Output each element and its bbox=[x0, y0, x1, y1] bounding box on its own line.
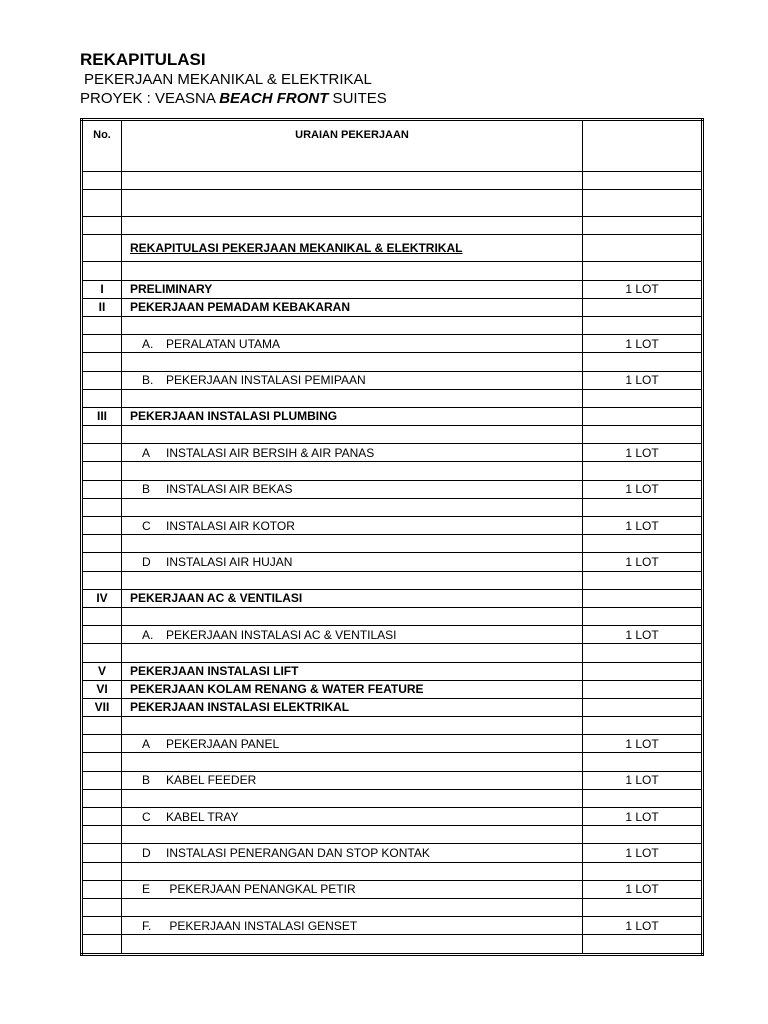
empty-cell bbox=[583, 172, 703, 190]
item-letter: D bbox=[142, 845, 151, 860]
empty-cell bbox=[122, 789, 583, 807]
empty-cell bbox=[583, 717, 703, 735]
item-row bbox=[82, 517, 703, 535]
project-line bbox=[80, 90, 387, 107]
spacer-row bbox=[82, 753, 703, 771]
spacer-row bbox=[82, 935, 703, 954]
empty-cell bbox=[82, 862, 122, 880]
item-letter: C bbox=[142, 809, 151, 824]
empty-cell bbox=[583, 862, 703, 880]
row-number-cell bbox=[82, 844, 122, 862]
row-value: 1 LOT bbox=[583, 735, 703, 753]
empty-cell bbox=[583, 316, 703, 334]
column-header-value bbox=[583, 120, 703, 172]
row-description bbox=[122, 735, 583, 753]
item-description: KABEL TRAY bbox=[166, 809, 239, 824]
empty-cell bbox=[583, 498, 703, 516]
spacer-row bbox=[82, 898, 703, 916]
document-subtitle: PEKERJAAN MEKANIKAL & ELEKTRIKAL bbox=[84, 71, 372, 88]
empty-cell bbox=[122, 753, 583, 771]
empty-cell bbox=[122, 262, 583, 280]
item-letter: A. bbox=[142, 627, 154, 642]
empty-cell bbox=[122, 353, 583, 371]
spacer-row bbox=[82, 353, 703, 371]
row-description bbox=[122, 880, 583, 898]
project-prefix: PROYEK : VEASNA bbox=[80, 90, 220, 107]
row-value: 1 LOT bbox=[583, 880, 703, 898]
empty-cell bbox=[82, 462, 122, 480]
row-number-cell: II bbox=[82, 298, 122, 316]
item-description: PEKERJAAN INSTALASI GENSET bbox=[166, 918, 358, 933]
row-description bbox=[122, 335, 583, 353]
empty-cell bbox=[583, 217, 703, 235]
recap-table bbox=[80, 118, 704, 956]
item-description: PEKERJAAN INSTALASI AC & VENTILASI bbox=[166, 627, 397, 642]
empty-cell bbox=[122, 389, 583, 407]
project-emphasis: BEACH FRONT bbox=[219, 90, 329, 107]
empty-cell bbox=[82, 389, 122, 407]
empty-cell bbox=[583, 826, 703, 844]
empty-cell bbox=[583, 571, 703, 589]
row-number-cell: IV bbox=[82, 589, 122, 607]
item-description: KABEL FEEDER bbox=[166, 773, 257, 788]
row-description bbox=[122, 480, 583, 498]
row-number-cell bbox=[82, 444, 122, 462]
spacer-row bbox=[82, 316, 703, 334]
item-description: INSTALASI PENERANGAN DAN STOP KONTAK bbox=[166, 845, 430, 860]
row-number-cell: V bbox=[82, 662, 122, 680]
empty-cell bbox=[583, 607, 703, 625]
empty-cell bbox=[82, 262, 122, 280]
row-number-cell bbox=[82, 771, 122, 789]
row-description: PEKERJAAN KOLAM RENANG & WATER FEATURE bbox=[122, 680, 583, 698]
item-letter: A bbox=[142, 736, 151, 751]
empty-cell bbox=[122, 607, 583, 625]
row-value: 1 LOT bbox=[583, 844, 703, 862]
item-description: PEKERJAAN PENANGKAL PETIR bbox=[166, 882, 356, 897]
spacer-row bbox=[82, 262, 703, 280]
row-description bbox=[122, 844, 583, 862]
section-row bbox=[82, 407, 703, 425]
empty-cell bbox=[122, 217, 583, 235]
table-header-row bbox=[82, 120, 703, 172]
empty-cell bbox=[82, 498, 122, 516]
empty-cell bbox=[122, 535, 583, 553]
project-suffix: SUITES bbox=[328, 90, 387, 107]
empty-cell bbox=[122, 935, 583, 954]
spacer-row bbox=[82, 462, 703, 480]
empty-cell bbox=[82, 935, 122, 954]
section-row bbox=[82, 698, 703, 716]
recap-table-body bbox=[82, 120, 703, 955]
item-row bbox=[82, 844, 703, 862]
section-row bbox=[82, 589, 703, 607]
item-description: PEKERJAAN PANEL bbox=[166, 736, 280, 751]
row-value: 1 LOT bbox=[583, 335, 703, 353]
item-letter: E bbox=[142, 882, 151, 897]
empty-cell bbox=[583, 190, 703, 217]
row-description bbox=[122, 917, 583, 935]
item-row bbox=[82, 626, 703, 644]
section-row bbox=[82, 298, 703, 316]
row-description bbox=[122, 626, 583, 644]
spacer-row bbox=[82, 498, 703, 516]
row-number-cell bbox=[82, 480, 122, 498]
row-description bbox=[122, 808, 583, 826]
row-number-cell: I bbox=[82, 280, 122, 298]
spacer-row bbox=[82, 172, 703, 190]
empty-cell bbox=[583, 753, 703, 771]
item-letter: F. bbox=[142, 918, 152, 933]
item-description: PERALATAN UTAMA bbox=[166, 336, 281, 351]
item-letter: B. bbox=[142, 373, 154, 388]
item-description: INSTALASI AIR KOTOR bbox=[166, 518, 295, 533]
section-row bbox=[82, 680, 703, 698]
row-number-cell bbox=[82, 735, 122, 753]
row-description: PRELIMINARY bbox=[122, 280, 583, 298]
empty-cell bbox=[82, 826, 122, 844]
item-row bbox=[82, 335, 703, 353]
row-description: PEKERJAAN INSTALASI ELEKTRIKAL bbox=[122, 698, 583, 716]
section-title-row bbox=[82, 235, 703, 262]
item-row bbox=[82, 553, 703, 571]
row-description bbox=[122, 371, 583, 389]
empty-cell bbox=[82, 644, 122, 662]
item-row bbox=[82, 735, 703, 753]
row-value: 1 LOT bbox=[583, 808, 703, 826]
spacer-row bbox=[82, 644, 703, 662]
item-letter: A bbox=[142, 445, 151, 460]
row-number-cell bbox=[82, 626, 122, 644]
column-header-description: URAIAN PEKERJAAN bbox=[122, 120, 583, 172]
item-row bbox=[82, 808, 703, 826]
empty-cell bbox=[122, 316, 583, 334]
row-number-cell bbox=[82, 335, 122, 353]
row-value: 1 LOT bbox=[583, 517, 703, 535]
empty-cell bbox=[82, 172, 122, 190]
spacer-row bbox=[82, 826, 703, 844]
spacer-row bbox=[82, 535, 703, 553]
item-letter: A. bbox=[142, 336, 154, 351]
empty-cell bbox=[82, 426, 122, 444]
row-description: PEKERJAAN INSTALASI LIFT bbox=[122, 662, 583, 680]
empty-cell bbox=[583, 898, 703, 916]
document-title: REKAPITULASI bbox=[80, 50, 206, 69]
row-value bbox=[583, 298, 703, 316]
empty-cell bbox=[583, 644, 703, 662]
row-number-cell bbox=[82, 517, 122, 535]
row-value: 1 LOT bbox=[583, 626, 703, 644]
empty-cell bbox=[82, 217, 122, 235]
section-row bbox=[82, 280, 703, 298]
row-number-cell: VI bbox=[82, 680, 122, 698]
item-row bbox=[82, 480, 703, 498]
empty-cell bbox=[583, 462, 703, 480]
empty-cell bbox=[82, 535, 122, 553]
row-value: 1 LOT bbox=[583, 371, 703, 389]
spacer-row bbox=[82, 389, 703, 407]
empty-cell bbox=[122, 498, 583, 516]
empty-cell bbox=[583, 262, 703, 280]
empty-cell bbox=[122, 862, 583, 880]
row-number-cell: VII bbox=[82, 698, 122, 716]
row-value bbox=[583, 698, 703, 716]
spacer-row bbox=[82, 862, 703, 880]
row-number-cell bbox=[82, 880, 122, 898]
row-description: PEKERJAAN PEMADAM KEBAKARAN bbox=[122, 298, 583, 316]
row-value: 1 LOT bbox=[583, 444, 703, 462]
row-value bbox=[583, 662, 703, 680]
empty-cell bbox=[82, 789, 122, 807]
row-description bbox=[122, 517, 583, 535]
empty-cell bbox=[122, 426, 583, 444]
empty-cell bbox=[583, 426, 703, 444]
row-value: 1 LOT bbox=[583, 553, 703, 571]
spacer-row bbox=[82, 426, 703, 444]
item-row bbox=[82, 444, 703, 462]
row-value bbox=[583, 589, 703, 607]
spacer-row bbox=[82, 217, 703, 235]
row-number-cell: III bbox=[82, 407, 122, 425]
row-description bbox=[122, 771, 583, 789]
item-letter: C bbox=[142, 518, 151, 533]
empty-cell bbox=[122, 462, 583, 480]
empty-cell bbox=[583, 353, 703, 371]
row-description: PEKERJAAN AC & VENTILASI bbox=[122, 589, 583, 607]
empty-cell bbox=[583, 235, 703, 262]
spacer-row bbox=[82, 190, 703, 217]
item-row bbox=[82, 880, 703, 898]
item-row bbox=[82, 917, 703, 935]
section-row bbox=[82, 662, 703, 680]
empty-cell bbox=[122, 826, 583, 844]
item-description: INSTALASI AIR HUJAN bbox=[166, 554, 293, 569]
row-value: 1 LOT bbox=[583, 771, 703, 789]
row-number-cell bbox=[82, 917, 122, 935]
empty-cell bbox=[82, 316, 122, 334]
empty-cell bbox=[583, 935, 703, 954]
item-row bbox=[82, 371, 703, 389]
empty-cell bbox=[122, 717, 583, 735]
item-description: PEKERJAAN INSTALASI PEMIPAAN bbox=[166, 373, 366, 388]
row-value bbox=[583, 407, 703, 425]
column-header-no: No. bbox=[82, 120, 122, 172]
item-description: INSTALASI AIR BERSIH & AIR PANAS bbox=[166, 445, 375, 460]
item-letter: D bbox=[142, 554, 151, 569]
empty-cell bbox=[122, 172, 583, 190]
empty-cell bbox=[583, 389, 703, 407]
empty-cell bbox=[82, 898, 122, 916]
empty-cell bbox=[82, 235, 122, 262]
empty-cell bbox=[82, 353, 122, 371]
empty-cell bbox=[82, 607, 122, 625]
empty-cell bbox=[82, 190, 122, 217]
row-value: 1 LOT bbox=[583, 917, 703, 935]
empty-cell bbox=[122, 898, 583, 916]
empty-cell bbox=[82, 571, 122, 589]
section-title: REKAPITULASI PEKERJAAN MEKANIKAL & ELEKTRIKAL bbox=[130, 241, 463, 256]
row-number-cell bbox=[82, 553, 122, 571]
empty-cell bbox=[583, 789, 703, 807]
item-row bbox=[82, 771, 703, 789]
row-value bbox=[583, 680, 703, 698]
spacer-row bbox=[82, 607, 703, 625]
row-number-cell bbox=[82, 808, 122, 826]
row-description bbox=[122, 444, 583, 462]
row-value: 1 LOT bbox=[583, 280, 703, 298]
item-description: INSTALASI AIR BEKAS bbox=[166, 482, 293, 497]
row-value: 1 LOT bbox=[583, 480, 703, 498]
row-description: PEKERJAAN INSTALASI PLUMBING bbox=[122, 407, 583, 425]
empty-cell bbox=[122, 571, 583, 589]
item-letter: B bbox=[142, 482, 151, 497]
row-number-cell bbox=[82, 371, 122, 389]
empty-cell bbox=[122, 644, 583, 662]
row-description bbox=[122, 553, 583, 571]
empty-cell bbox=[82, 717, 122, 735]
section-title-cell bbox=[122, 235, 583, 262]
empty-cell bbox=[122, 190, 583, 217]
empty-cell bbox=[583, 535, 703, 553]
spacer-row bbox=[82, 571, 703, 589]
item-letter: B bbox=[142, 773, 151, 788]
empty-cell bbox=[82, 753, 122, 771]
spacer-row bbox=[82, 789, 703, 807]
spacer-row bbox=[82, 717, 703, 735]
